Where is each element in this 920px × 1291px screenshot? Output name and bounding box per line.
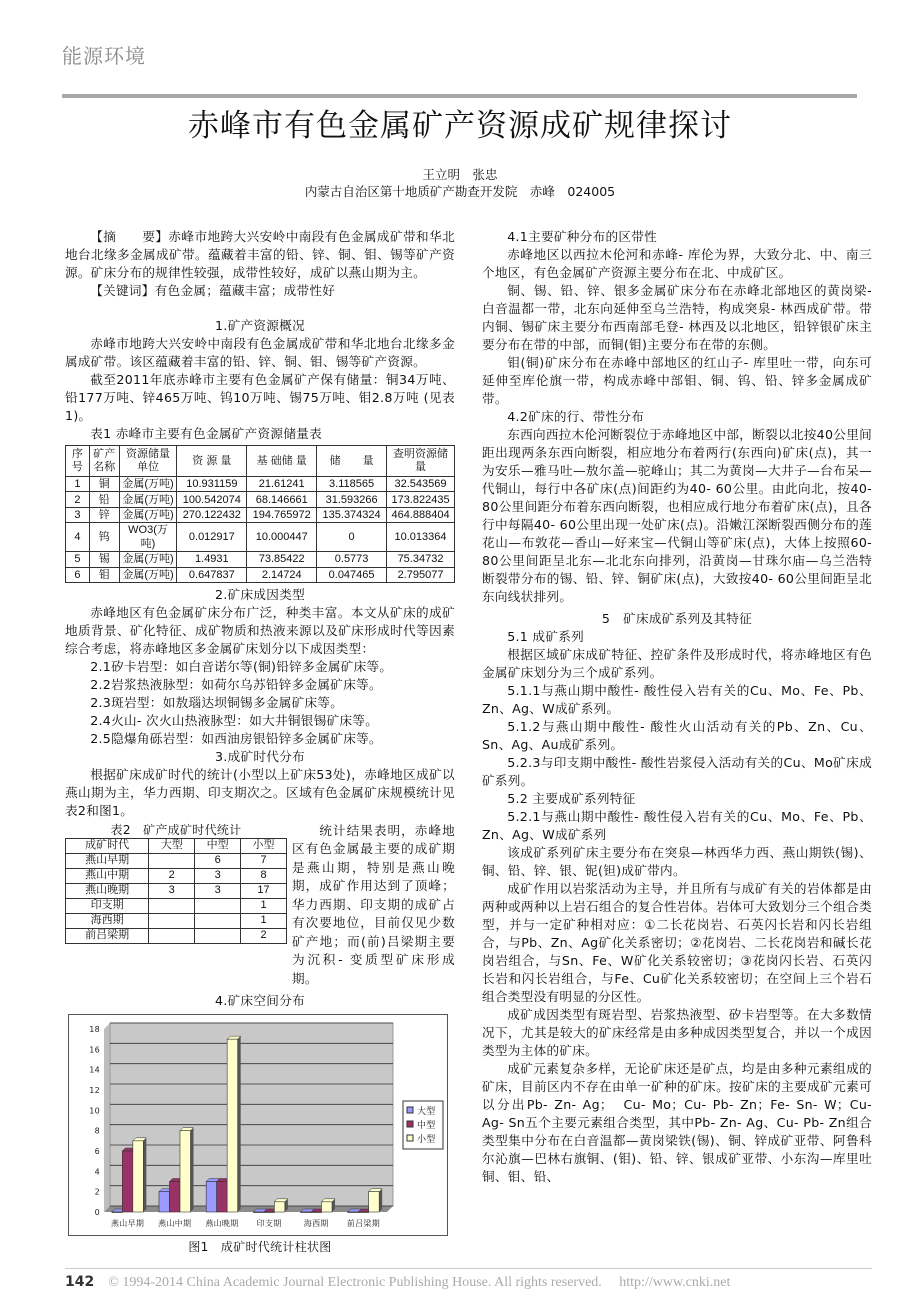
table-cell: 2	[66, 492, 90, 507]
subsection-heading: 4.1主要矿种分布的区带性	[507, 229, 658, 244]
table-cell: 10.013364	[387, 523, 455, 552]
table-row	[66, 507, 455, 522]
table-cell: 8	[241, 868, 287, 883]
table-cell: 铜	[89, 477, 119, 492]
table-cell	[149, 928, 195, 943]
list-item: 2.3斑岩型：如敖瑙达坝铜锡多金属矿床等。	[90, 694, 344, 710]
subsection-heading: 5.1 成矿系列	[507, 629, 584, 644]
table-row	[66, 913, 287, 928]
column-header: 中型	[195, 838, 241, 853]
bar-大型	[112, 1212, 123, 1213]
column-header: 成矿时代	[66, 838, 149, 853]
y-tick-label: 12	[89, 1086, 100, 1096]
table-row	[66, 477, 455, 492]
table-cell: 194.765972	[247, 507, 317, 522]
table-cell: 金属(万吨)	[119, 567, 177, 582]
table-cell: 68.146661	[247, 492, 317, 507]
table-cell: 钼	[89, 567, 119, 582]
genetic-types-list	[65, 658, 455, 748]
chart-side-wall	[104, 1023, 110, 1212]
y-tick-label: 16	[89, 1045, 100, 1055]
paragraph: 铜、锡、铅、锌、银多金属矿床分布在赤峰北部地区的黄岗梁- 白音温都一带，北东向延伸至乌兰浩特，构成突泉- 林西成矿带。带内铜、锡矿床主要分布西南部毛登- 林西及以北地区，铅锌银矿床主要分布在带的中部，而铜(钼)主要分布在带的东侧。	[482, 283, 872, 352]
table-cell: 3.118565	[317, 477, 387, 492]
table-cell: 2	[241, 928, 287, 943]
y-tick-label: 2	[94, 1188, 100, 1198]
legend-label: 小型	[417, 1135, 436, 1146]
table-cell: 2.14724	[247, 567, 317, 582]
bar-中型	[311, 1212, 322, 1213]
table-row	[66, 567, 455, 582]
table-2	[65, 838, 287, 944]
table-cell	[195, 913, 241, 928]
table-cell: 0.647837	[177, 567, 247, 582]
paragraph: 成矿元素复杂多样，无论矿床还是矿点，均是由多种元素组成的矿床，目前区内不存在由单一矿种的矿床。按矿床的主要成矿元素可以分出Pb- Zn- Ag； Cu- Mo；Cu- Pb- Zn；Fe- Sn- W；Cu- Ag- Sn五个主要元素组合类型，其中Pb- Zn- Ag、Cu- Pb- Zn组合类型集中分布在白音温都—黄岗梁铁(锡)、铜、锌成矿亚带、阿鲁科尔沁旗—巴林右旗铜、(钼)、铅、锌、银成矿亚带、小东沟—库里吐铜、钼、铅、	[482, 1061, 872, 1184]
table-2-caption: 表2 矿产成矿时代统计	[110, 822, 242, 837]
keywords: 【关键词】有色金属；蕴藏丰富；成带性好	[90, 283, 336, 298]
x-tick-label: 燕山早期	[110, 1219, 145, 1229]
paragraph: 赤峰地区以西拉木伦河和赤峰- 库伦为界，大致分北、中、南三个地区，有色金属矿产资源主要分布在北、中成矿区。	[482, 247, 872, 280]
table-cell: 海西期	[66, 913, 149, 928]
subsection-heading: 4.2矿床的行、带性分布	[507, 409, 645, 424]
column-header: 资 源 量	[177, 446, 247, 477]
table-row	[66, 552, 455, 567]
x-tick-label: 燕山中期	[158, 1219, 192, 1229]
table-2-container	[65, 822, 287, 944]
table-cell: 173.822435	[387, 492, 455, 507]
table-row	[66, 928, 287, 943]
paragraph: 根据矿床成矿时代的统计(小型以上矿床53处)，赤峰地区成矿以燕山期为主，华力西期、印支期次之。区域有色金属矿床规模统计见表2和图1。	[65, 766, 455, 818]
y-tick-label: 8	[94, 1127, 100, 1137]
table-cell: 锌	[89, 507, 119, 522]
table-cell: 10.931159	[177, 477, 247, 492]
table-cell: 10.000447	[247, 523, 317, 552]
section-3-heading: 3.成矿时代分布	[215, 748, 305, 764]
column-header: 储 量	[317, 446, 387, 477]
table-cell	[149, 913, 195, 928]
table-cell: 21.61241	[247, 477, 317, 492]
subsection-heading: 5.2 主要成矿系列特征	[507, 791, 636, 806]
figure-1-chart	[68, 1014, 448, 1236]
table-cell: 金属(万吨)	[119, 552, 177, 567]
table-cell: 6	[66, 567, 90, 582]
paragraph: 5.2.3与印支期中酸性- 酸性岩浆侵入活动有关的Cu、Mo矿床成矿系列。	[482, 755, 872, 788]
column-header: 小型	[241, 838, 287, 853]
table-cell: 印支期	[66, 898, 149, 913]
header-rule	[62, 94, 857, 98]
paragraph: 钼(铜)矿床分布在赤峰中部地区的红山子- 库里吐一带，向东可延伸至库伦旗一带，构成赤峰中部钼、铜、钨、铅、锌多金属成矿带。	[482, 355, 872, 406]
table-cell: 1	[241, 898, 287, 913]
table-cell	[195, 928, 241, 943]
bar-大型	[206, 1182, 217, 1213]
table-cell: 燕山晚期	[66, 883, 149, 898]
table-cell: 75.34732	[387, 552, 455, 567]
table-cell: 135.374324	[317, 507, 387, 522]
paragraph: 5.1.1与燕山期中酸性- 酸性侵入岩有关的Cu、Mo、Fe、Pb、Zn、Ag、W成矿系列。	[482, 683, 872, 716]
column-header: 大型	[149, 838, 195, 853]
right-column	[482, 228, 872, 1186]
table-cell: 100.542074	[177, 492, 247, 507]
bar-side	[238, 1037, 241, 1213]
paragraph: 赤峰地区有色金属矿床分布广泛，种类丰富。本文从矿床的成矿地质背景、矿化特征、成矿物质和热液来源以及矿床形成时代等因素综合考虑，将赤峰地区多金属矿床划分以下成因类型：	[65, 604, 455, 656]
table-row	[66, 868, 287, 883]
list-item: 2.4火山- 次火山热液脉型：如大井铜银锡矿床等。	[90, 712, 379, 728]
paragraph: 东西向西拉木伦河断裂位于赤峰地区中部，断裂以北按40公里间距出现两条东西向断裂，相应地分布着两行(东西向)矿床(点)，其一为安乐—雅马吐—敖尔盖—驼峰山；其二为黄岗—大井子—台布呆—代铜山，每行中各矿床(点)间距约为40- 60公里。由此向北，按40- 80公里间距分布着东西向断裂，也相应成行地分布着矿床(点)，且各行中每隔40- 60公里出现一处矿床(点)。沿嫩江深断裂西侧分布的莲花山—布敦花—香山—好来宝—代铜山等矿床(点)，大体上按照60- 80公里间距呈北东—北北东向排列，沿黄岗—甘珠尔庙—乌兰浩特断裂带分布的锡、铅、锌、铜矿床(点)，大致按40- 60公里间距呈北东向线状排列。	[482, 427, 872, 604]
table-cell: 燕山中期	[66, 868, 149, 883]
x-tick-label: 印支期	[256, 1219, 282, 1229]
legend-swatch	[407, 1107, 413, 1113]
table-cell: 1	[66, 477, 90, 492]
x-tick-label: 前吕梁期	[346, 1219, 381, 1229]
y-tick-label: 0	[94, 1208, 100, 1218]
copyright-notice: © 1994-2014 China Academic Journal Electronic Publishing House. All rights reserved. http://www.cnki.net	[108, 1275, 731, 1291]
bar-side	[191, 1128, 194, 1212]
table-cell: 锡	[89, 552, 119, 567]
table-cell	[195, 898, 241, 913]
column-header: 矿产名称	[89, 446, 119, 477]
paragraph-beside-table: 统计结果表明，赤峰地区有色金属最主要的成矿期是燕山期，特别是燕山晚期，成矿作用达到了顶峰；华力西期、印支期的成矿占有次要地位，目前仅见少数矿产地；而(前)吕梁期主要为沉积- 变质型矿床形成期。	[292, 822, 455, 986]
table-cell: 3	[66, 507, 90, 522]
journal-section-label: 能源环境	[62, 44, 146, 68]
page-number: 142	[65, 1274, 95, 1291]
table-cell: 1.4931	[177, 552, 247, 567]
bar-中型	[122, 1151, 133, 1212]
column-header: 基 础储 量	[247, 446, 317, 477]
table-cell: 31.593266	[317, 492, 387, 507]
bar-中型	[170, 1182, 181, 1213]
table-cell: 0.5773	[317, 552, 387, 567]
table-row	[66, 898, 287, 913]
y-tick-label: 6	[94, 1147, 100, 1157]
table-cell: 燕山早期	[66, 853, 149, 868]
paragraph: 赤峰市地跨大兴安岭中南段有色金属成矿带和华北地台北缘多金属成矿带。该区蕴藏着丰富的铅、锌、铜、钼、锡等矿产资源。	[65, 336, 455, 369]
legend-label: 大型	[417, 1107, 436, 1118]
x-tick-label: 燕山晚期	[205, 1219, 239, 1229]
table-cell: 2	[149, 868, 195, 883]
table-cell: 32.543569	[387, 477, 455, 492]
bar-小型	[369, 1192, 380, 1212]
paragraph: 该成矿系列矿床主要分布在突泉—林西华力西、燕山期铁(锡)、铜、铅、锌、银、铌(钽)成矿带内。	[482, 845, 872, 878]
section-2-heading: 2.矿床成因类型	[215, 586, 305, 602]
bar-side	[143, 1138, 146, 1212]
article-title: 赤峰市有色金属矿产资源成矿规律探讨	[188, 108, 732, 144]
table-cell: 前吕梁期	[66, 928, 149, 943]
article-body	[65, 228, 872, 1291]
column-header: 资源储量单位	[119, 446, 177, 477]
bar-大型	[253, 1212, 263, 1213]
bar-中型	[358, 1212, 369, 1213]
bar-chart-svg	[69, 1015, 447, 1235]
legend-label: 中型	[417, 1121, 436, 1132]
table-cell: 0.047465	[317, 567, 387, 582]
bar-小型	[133, 1141, 144, 1212]
bar-大型	[159, 1192, 170, 1212]
table-cell: 铅	[89, 492, 119, 507]
table-row	[66, 883, 287, 898]
table-row	[66, 523, 455, 552]
table-cell: 钨	[89, 523, 119, 552]
bar-中型	[217, 1182, 228, 1213]
bar-小型	[274, 1202, 285, 1212]
bar-大型	[301, 1212, 312, 1213]
table-2-block	[65, 822, 455, 989]
y-tick-label: 14	[89, 1066, 100, 1076]
table-cell: 0.012917	[177, 523, 247, 552]
bar-小型	[227, 1040, 238, 1213]
table-cell: 73.85422	[247, 552, 317, 567]
section-4-heading: 4.矿床空间分布	[215, 993, 305, 1009]
table-cell: 464.888404	[387, 507, 455, 522]
column-header: 查明资源储量	[387, 446, 455, 477]
table-cell: 金属(万吨)	[119, 507, 177, 522]
paragraph: 5.1.2与燕山期中酸性- 酸性火山活动有关的Pb、Zn、Cu、Sn、Ag、Au成矿系列。	[482, 719, 872, 752]
paragraph: 5.2.1与燕山期中酸性- 酸性侵入岩有关的Cu、Mo、Fe、Pb、Zn、Ag、W成矿系列	[482, 809, 872, 842]
table-cell: 17	[241, 883, 287, 898]
affiliation: 内蒙古自治区第十地质矿产勘查开发院 赤峰 024005	[304, 184, 616, 199]
abstract: 【摘 要】赤峰市地跨大兴安岭中南段有色金属成矿带和华北地台北缘多金属成矿带。蕴藏着丰富的铅、锌、铜、钼、锡等矿产资源。矿床分布的规律性较强，成带性较好，成矿以燕山期为主。	[65, 229, 455, 280]
table-cell: 7	[241, 853, 287, 868]
y-tick-label: 10	[89, 1106, 100, 1116]
table-cell: 3	[149, 883, 195, 898]
table-cell: 金属(万吨)	[119, 492, 177, 507]
table-cell: 1	[241, 913, 287, 928]
list-item: 2.5隐爆角砾岩型：如西油房银铅锌多金属矿床等。	[90, 730, 382, 746]
bar-大型	[348, 1212, 359, 1213]
plot-area	[110, 1023, 393, 1206]
table-cell: 270.122432	[177, 507, 247, 522]
paragraph: 成矿成因类型有斑岩型、岩浆热液型、矽卡岩型等。在大多数情况下，尤其是较大的矿床经常是由多种成因类型复合，并以一个成因类型为主体的矿床。	[482, 1007, 872, 1058]
bar-side	[379, 1189, 382, 1212]
column-header: 序号	[66, 446, 90, 477]
table-1-caption: 表1 赤峰市主要有色金属矿产资源储量表	[90, 426, 322, 441]
table-cell	[149, 898, 195, 913]
authors: 王立明 张忠	[422, 167, 498, 182]
table-cell: 3	[195, 868, 241, 883]
x-tick-label: 海西期	[303, 1219, 329, 1229]
paragraph: 成矿作用以岩浆活动为主导，并且所有与成矿有关的岩体都是由两种或两种以上岩石组合的复合性岩体。岩体可大致划分三个组合类型，并与一定矿种相对应：①二长花岗岩、石英闪长岩和闪长岩组合，与Pb、Zn、Ag矿化关系密切；②花岗岩、二长花岗岩和碱长花岗岩组合，与Sn、Fe、W矿化关系较密切；③花岗闪长岩、石英闪长岩和闪长岩组合，与Fe、Cu矿化关系较密切；在空间上三个岩石组合类型没有明显的分区性。	[482, 881, 872, 1004]
table-cell: 3	[195, 883, 241, 898]
paragraph: 截至2011年底赤峰市主要有色金属矿产保有储量：铜34万吨、铅177万吨、锌465万吨、钨10万吨、锡75万吨、钼2.8万吨 (见表1)。	[65, 372, 455, 423]
table-cell	[149, 853, 195, 868]
legend-swatch	[407, 1135, 413, 1141]
legend-swatch	[407, 1121, 413, 1127]
bar-小型	[180, 1131, 191, 1212]
table-cell: 0	[317, 523, 387, 552]
section-5-heading: 5 矿床成矿系列及其特征	[601, 611, 753, 626]
section-1-heading: 1.矿产资源概况	[215, 318, 305, 333]
left-column	[65, 228, 455, 1256]
table-cell: 金属(万吨)	[119, 477, 177, 492]
table-cell: WO3(万吨)	[119, 523, 177, 552]
table-cell: 4	[66, 523, 90, 552]
table-cell: 2.795077	[387, 567, 455, 582]
bar-小型	[322, 1202, 333, 1212]
y-tick-label: 4	[94, 1167, 100, 1177]
page-footer	[65, 1268, 872, 1291]
table-cell: 5	[66, 552, 90, 567]
table-1	[65, 445, 455, 583]
paragraph: 根据区域矿床成矿特征、控矿条件及形成时代，将赤峰地区有色金属矿床划分为三个成矿系列。	[482, 647, 872, 680]
table-row	[66, 853, 287, 868]
bar-中型	[264, 1212, 275, 1213]
y-tick-label: 18	[89, 1025, 100, 1035]
figure-1-caption: 图1 成矿时代统计柱状图	[188, 1240, 332, 1255]
table-cell: 6	[195, 853, 241, 868]
table-row	[66, 492, 455, 507]
list-item: 2.1矽卡岩型：如白音诺尔等(铜)铅锌多金属矿床等。	[90, 658, 393, 674]
list-item: 2.2岩浆热液脉型：如荷尔乌苏铅锌多金属矿床等。	[90, 676, 382, 692]
